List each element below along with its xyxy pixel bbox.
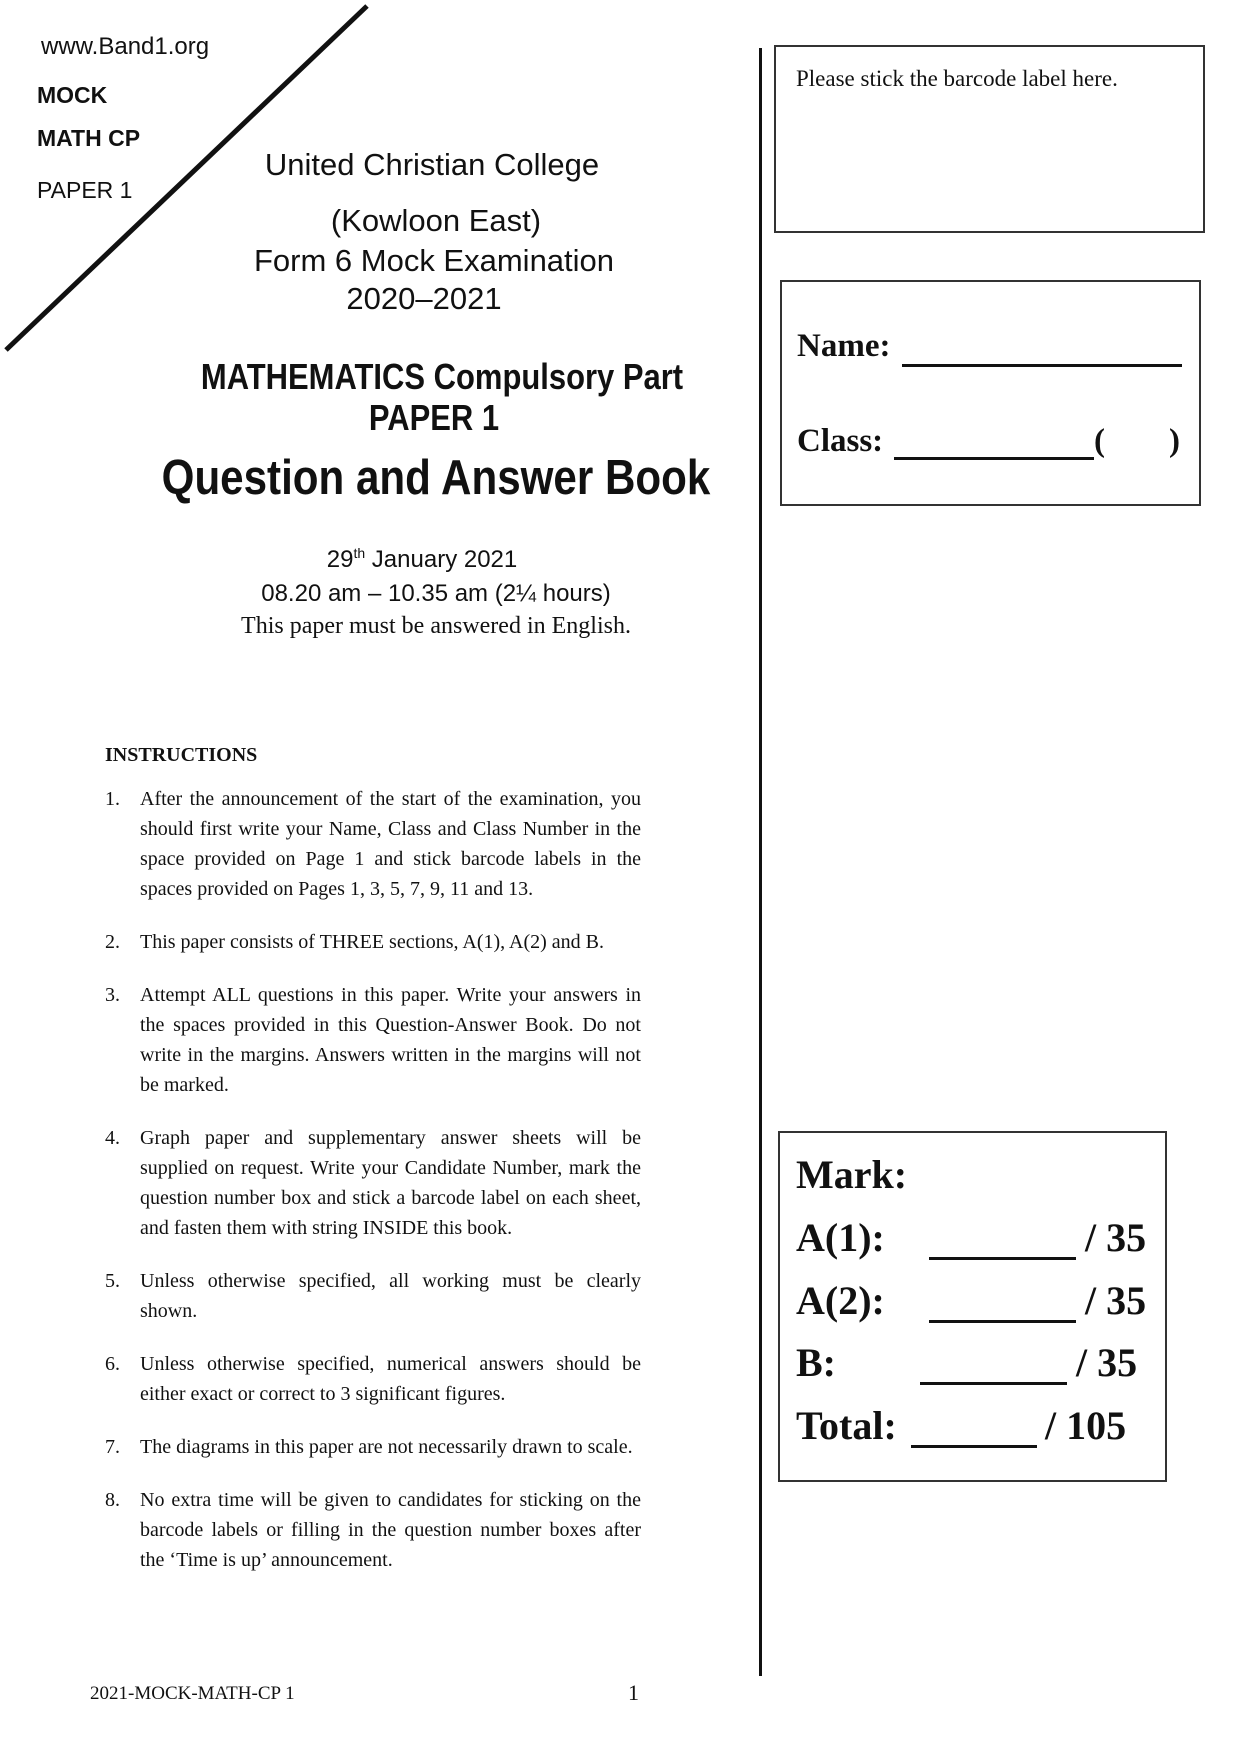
instruction-number: 3.	[105, 984, 120, 1006]
website-label: www.Band1.org	[41, 33, 210, 60]
name-field[interactable]	[902, 364, 1182, 367]
instruction-item	[105, 980, 641, 1100]
instruction-item	[105, 1123, 641, 1243]
exam-name: Form 6 Mock Examination	[253, 243, 615, 278]
book-text: Question and Answer Book	[161, 451, 711, 505]
mark-outof-b: / 35	[1076, 1340, 1138, 1385]
corner-tag-math: MATH CP	[37, 125, 141, 151]
class-field[interactable]	[894, 457, 1094, 460]
book-title	[162, 450, 711, 506]
corner-tag-paper: PAPER 1	[37, 177, 133, 203]
subject-text: MATHEMATICS Compulsory Part	[200, 356, 684, 397]
instruction-number: 7.	[105, 1436, 120, 1458]
corner-tag-mock: MOCK	[37, 82, 108, 108]
instruction-text: This paper consists of THREE sections, A(1), A(2) and B.	[140, 931, 605, 953]
mark-field-a1[interactable]	[929, 1257, 1076, 1260]
date-day: 29	[326, 546, 354, 573]
school-name: United Christian College	[264, 147, 600, 182]
mark-outof-a1: / 35	[1085, 1215, 1147, 1260]
mark-label-a2: A(2):	[796, 1278, 885, 1323]
instruction-text: After the announcement of the start of the examination, you should first write your Name, Class and Class Number in the space provided on Page 1 and stick barcode labels in the spaces provided on Pages 1, 3, 5, 7, 9, 11 and 13.	[140, 788, 641, 900]
instruction-text: Attempt ALL questions in this paper. Write your answers in the spaces provided in this Question-Answer Book. Do not write in the margins. Answers written in the margins will not be marked.	[140, 984, 641, 1096]
instruction-text: Graph paper and supplementary answer sheets will be supplied on request. Write your Candidate Number, mark the question number box and stick a barcode label on each sheet, and fasten them with string INSIDE this book.	[140, 1127, 641, 1239]
mark-field-a2[interactable]	[929, 1320, 1076, 1323]
language-note: This paper must be answered in English.	[241, 613, 631, 639]
subject-title	[201, 356, 683, 398]
class-number-open-paren: (	[1094, 423, 1105, 459]
mark-outof-a2: / 35	[1085, 1278, 1147, 1323]
mark-label-a1: A(1):	[796, 1215, 885, 1260]
identity-box	[780, 280, 1201, 506]
instruction-text: Unless otherwise specified, numerical answers should be either exact or correct to 3 significant figures.	[140, 1353, 641, 1405]
instruction-text: No extra time will be given to candidates for sticking on the barcode labels or filling in the question number boxes after the ‘Time is up’ announcement.	[140, 1489, 641, 1571]
instructions-list	[105, 784, 641, 1575]
exam-year: 2020–2021	[346, 281, 502, 316]
instruction-text: The diagrams in this paper are not necessarily drawn to scale.	[140, 1436, 633, 1458]
paper-text: PAPER 1	[368, 397, 500, 438]
class-number-close-paren: )	[1169, 423, 1180, 459]
exam-time: 08.20 am – 10.35 am (2¼ hours)	[261, 580, 611, 607]
instructions-title: INSTRUCTIONS	[105, 744, 258, 766]
footer-code: 2021-MOCK-MATH-CP 1	[90, 1683, 295, 1704]
instruction-number: 1.	[105, 788, 120, 810]
instruction-item	[105, 1349, 641, 1409]
instruction-number: 5.	[105, 1270, 120, 1292]
instruction-item	[105, 784, 641, 904]
mark-label-total: Total:	[796, 1403, 897, 1448]
name-label: Name:	[797, 328, 891, 364]
mark-field-b[interactable]	[920, 1382, 1067, 1385]
instruction-number: 8.	[105, 1489, 120, 1511]
instruction-number: 4.	[105, 1127, 120, 1149]
instruction-item	[105, 927, 641, 957]
instruction-text: Unless otherwise specified, all working must be clearly shown.	[140, 1270, 641, 1322]
exam-date	[327, 545, 518, 574]
page-number: 1	[628, 1680, 639, 1705]
mark-title: Mark:	[796, 1152, 908, 1197]
instruction-item	[105, 1266, 641, 1326]
class-label: Class:	[797, 423, 884, 459]
instruction-number: 6.	[105, 1353, 120, 1375]
mark-field-total[interactable]	[911, 1445, 1037, 1448]
mark-label-b: B:	[796, 1340, 836, 1385]
class-number-field[interactable]	[1112, 427, 1160, 463]
mark-outof-total: / 105	[1045, 1403, 1127, 1448]
date-rest: January 2021	[365, 546, 518, 573]
instruction-item	[105, 1432, 641, 1462]
instruction-number: 2.	[105, 931, 120, 953]
vertical-divider	[759, 48, 762, 1676]
paper-title	[369, 397, 499, 439]
barcode-box	[774, 45, 1205, 233]
school-campus: (Kowloon East)	[330, 203, 542, 238]
date-suffix: th	[353, 545, 366, 561]
instruction-item	[105, 1485, 641, 1575]
barcode-label: Please stick the barcode label here.	[796, 66, 1118, 91]
